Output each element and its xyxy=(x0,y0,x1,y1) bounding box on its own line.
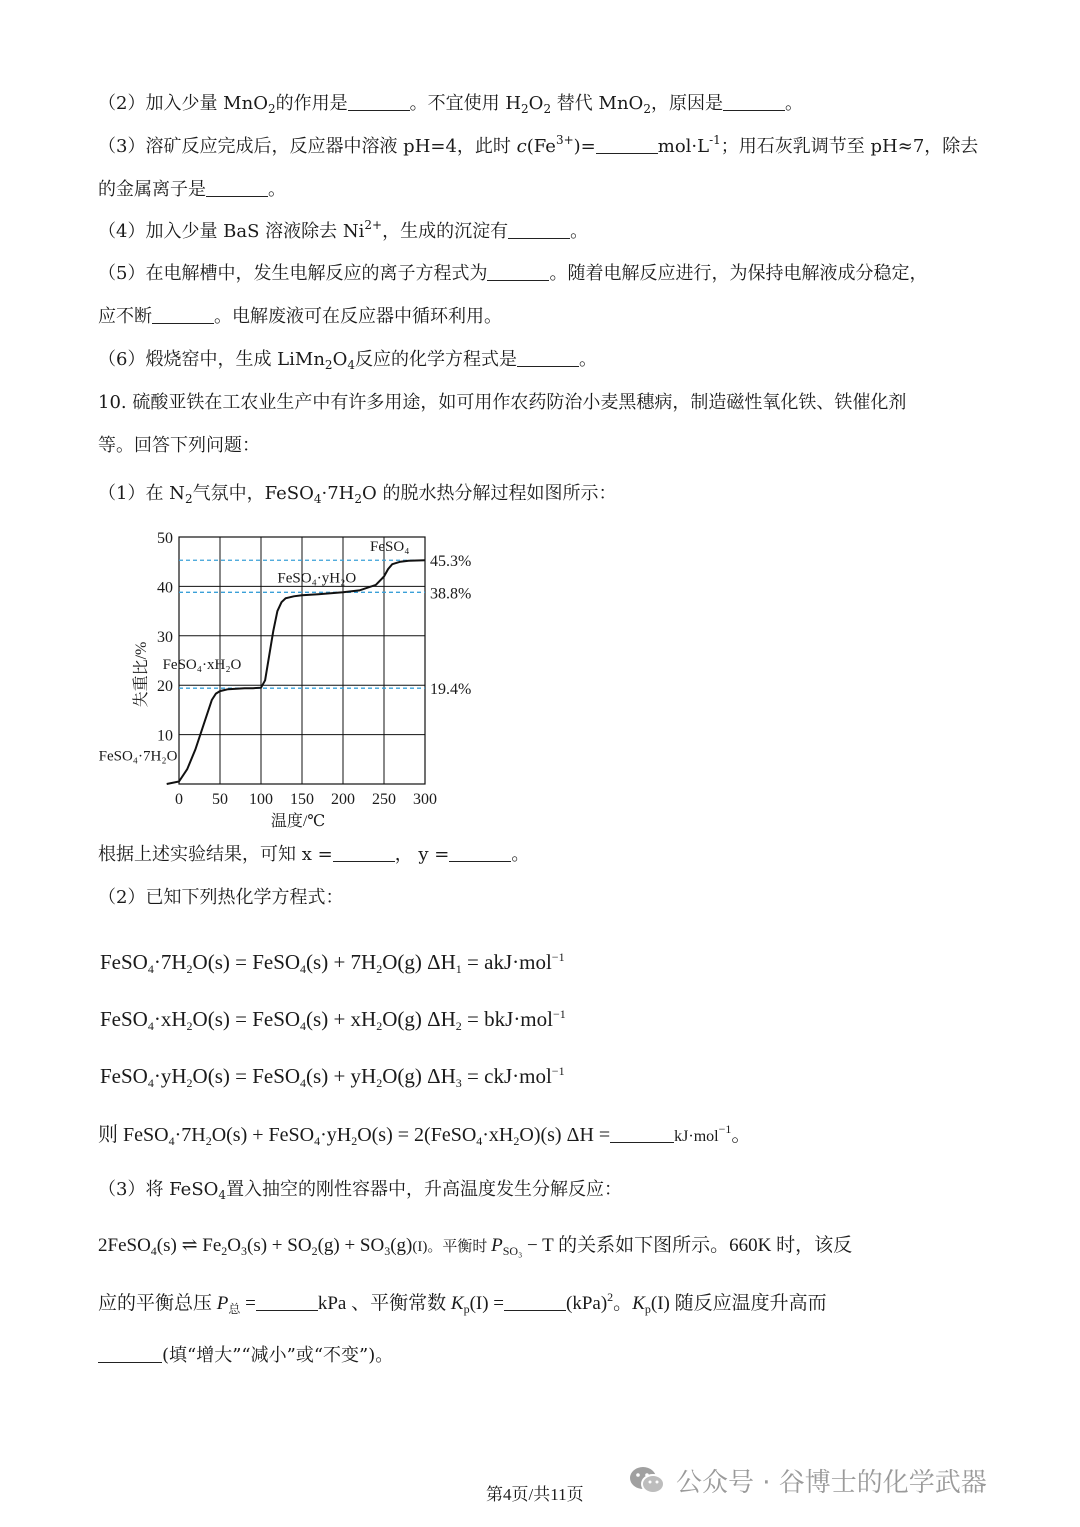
x-tick-label: 100 xyxy=(249,791,273,808)
q10-part3-title: （3）将 FeSO$_4$置入抽空的刚性容器中，升高温度发生分解反应： xyxy=(98,1179,623,1202)
x-tick-label: 200 xyxy=(331,791,355,808)
answer-blank[interactable] xyxy=(517,348,579,367)
answer-blank[interactable] xyxy=(508,220,570,239)
x-tick-label: 50 xyxy=(212,791,228,808)
watermark xyxy=(628,1462,987,1499)
q10-part3-line2: 应的平衡总压 $P_总$ = kPa 、平衡常数 $K_p(I) = (kPa)^2$。$K_p(I)$ 随反应温度升高而 xyxy=(98,1290,827,1316)
answer-blank-y[interactable] xyxy=(449,843,511,862)
y-tick-label: 10 xyxy=(157,727,173,745)
q9-part4: （4）加入少量 BaS 溶液除去 $Ni^{2+}$，生成的沉淀有 。 xyxy=(98,218,589,242)
equation-1: $FeSO_4\cdot 7H_2O(s)$ = FeSO$_4$(s) + $7H_2O(g) \Delta H_1 = akJ\cdot mol^{-1}$ xyxy=(100,950,565,976)
q9-part2: （2）加入少量 MnO$_2$的作用是 。不宜使用 $H_2O_2$ 替代 MnO$_2$，原因是 。 xyxy=(98,93,803,116)
annotation-x-hydrate: FeSO₄·xH₂O xyxy=(162,656,242,673)
q10-intro-line1: 10. 硫酸亚铁在工农业生产中有许多用途，如可用作农药防治小麦黑穗病，制造磁性氧化铁、铁催化剂 xyxy=(98,392,907,413)
answer-blank[interactable] xyxy=(596,135,658,154)
answer-blank-x[interactable] xyxy=(333,843,395,862)
x-tick-label: 0 xyxy=(175,791,183,808)
watermark-text: 公众号 · 谷博士的化学武器 xyxy=(676,1468,987,1498)
y-tick-label: 30 xyxy=(157,628,173,646)
annotation-heptahydrate: FeSO₄·7H₂O xyxy=(98,748,178,765)
annotation-y-hydrate: FeSO₄·yH₂O xyxy=(277,570,357,587)
y-axis-label: 失重比/% xyxy=(133,641,150,708)
answer-blank[interactable] xyxy=(504,1292,566,1311)
answer-blank[interactable] xyxy=(98,1344,162,1363)
answer-blank[interactable] xyxy=(487,262,549,281)
q9-part5-line2: 应不断 。电解废液可在反应器中循环利用。 xyxy=(98,306,502,327)
answer-blank[interactable] xyxy=(723,92,785,111)
y-tick-label: 40 xyxy=(157,579,173,597)
q10-part3-reaction: 2FeSO$_4$(s) ⇌ $Fe_2O_3(s) + SO_2(g) + SO_3(g)(I)$。平衡时 $P_{SO_3} - T$ 的关系如下图所示。660K 时，该反 xyxy=(98,1235,853,1258)
x-axis-label: 温度/℃ xyxy=(270,813,326,830)
q9-part5-line1: （5）在电解槽中，发生电解反应的离子方程式为 。随着电解反应进行，为保持电解液成分稳定， xyxy=(98,263,928,284)
answer-blank[interactable] xyxy=(152,305,214,324)
q9-part3-line1: （3）溶矿反应完成后，反应器中溶液 pH=4，此时 $c(Fe^{3+})= mol\cdot L^{-1}$；用石灰乳调节至 pH≈7，除去 xyxy=(98,133,979,157)
reference-label: 38.8% xyxy=(430,585,472,603)
reference-label: 45.3% xyxy=(430,553,472,571)
annotation-anhydrous: FeSO₄ xyxy=(370,538,410,555)
equation-3: $FeSO_4\cdot yH_2O(s)$ = FeSO$_4$(s) + $yH_2O(g) \Delta H_3 = ckJ\cdot mol^{-1}$ xyxy=(100,1064,565,1090)
q10-part2-title: （2）已知下列热化学方程式： xyxy=(98,887,344,908)
q9-part6: （6）煅烧窑中，生成 $LiMn_2O_4$反应的化学方程式是 。 xyxy=(98,349,597,372)
x-tick-label: 300 xyxy=(413,791,437,808)
y-tick-label: 20 xyxy=(157,678,173,696)
q10-part1: （1）在 $N_2$气氛中，$FeSO_4\cdot 7H_2O$ 的脱水热分解过程如图所示： xyxy=(98,483,617,506)
equation-2: $FeSO_4\cdot xH_2O(s)$ = FeSO$_4$(s) + $xH_2O(g) \Delta H_2 = bkJ\cdot mol^{-1}$ xyxy=(100,1007,566,1033)
mass-loss-chart xyxy=(96,520,496,830)
x-tick-label: 150 xyxy=(290,791,314,808)
q10-part1-result: 根据上述实验结果，可知 x = ， y = 。 xyxy=(98,844,530,865)
q10-intro-line2: 等。回答下列问题： xyxy=(98,435,260,456)
answer-blank[interactable] xyxy=(610,1124,674,1143)
equation-4: 则 $FeSO_4\cdot 7H_2O(s)$ + $FeSO_4\cdot yH_2O(s)$ = $2(FeSO_4\cdot xH_2O)(s) \Delta H = kJ\cdot mol^{-1}$。 xyxy=(98,1122,752,1148)
wechat-icon xyxy=(628,1465,666,1497)
reference-label: 19.4% xyxy=(430,681,472,699)
answer-blank[interactable] xyxy=(348,92,410,111)
q9-part3-line2: 的金属离子是 。 xyxy=(98,179,286,200)
answer-blank[interactable] xyxy=(256,1292,318,1311)
q10-part3-line3: (填“增大”“减小”或“不变”)。 xyxy=(98,1344,393,1368)
answer-blank[interactable] xyxy=(206,178,268,197)
page-number: 第4页/共11页 xyxy=(486,1485,584,1504)
x-tick-label: 250 xyxy=(372,791,396,808)
y-tick-label: 50 xyxy=(157,530,173,547)
